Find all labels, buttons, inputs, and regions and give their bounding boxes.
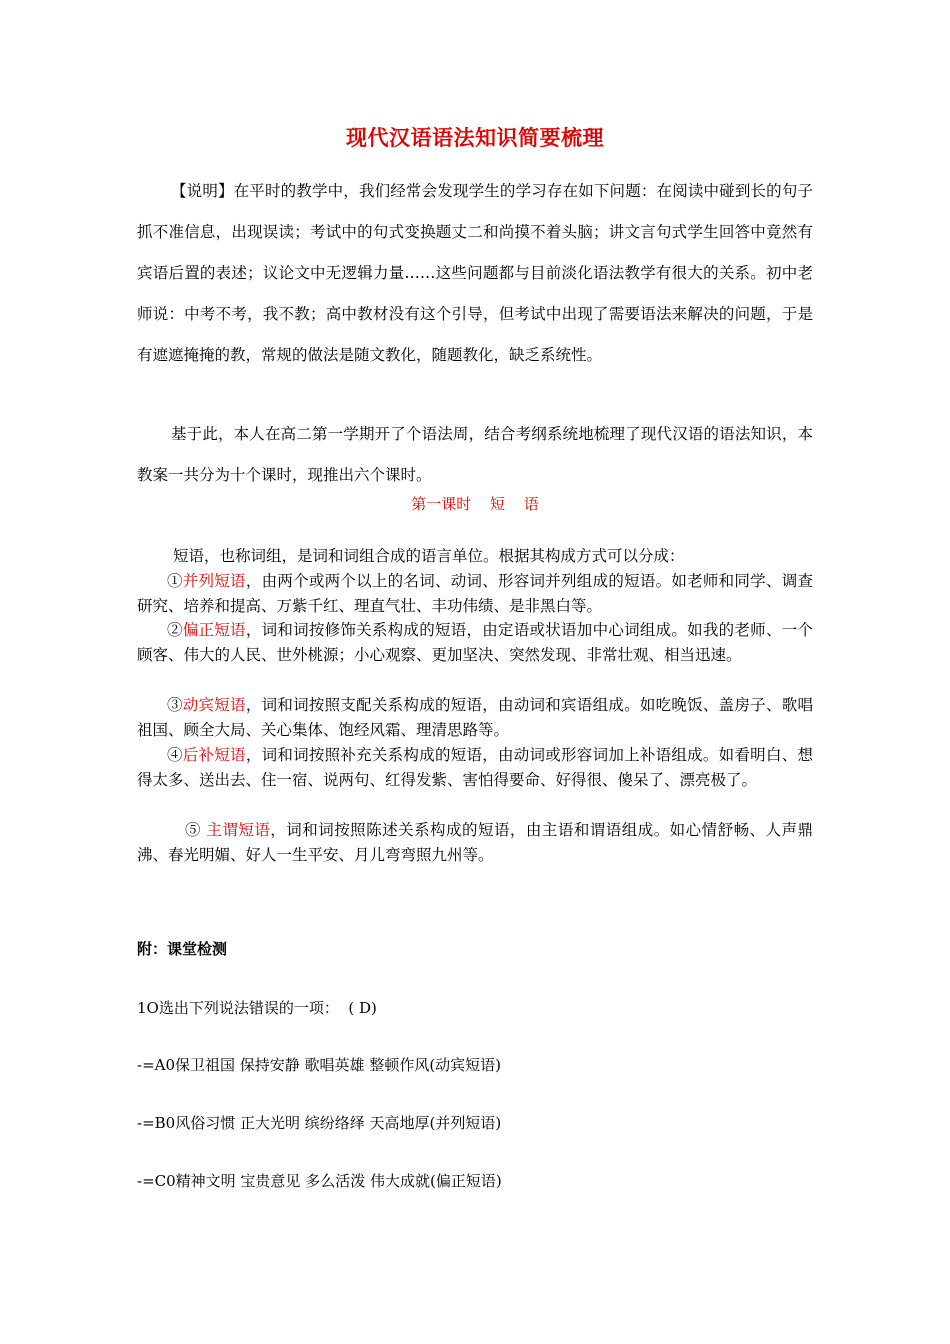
lesson-heading: 第一课时 短 语 xyxy=(411,495,539,513)
phrase-description: ，由两个或两个以上的名词、动词、形容词并列组成的短语。如老师和同学、调查研究、培养和提高、万紫千红、理直气壮、丰功伟绩、是非黑白等。 xyxy=(137,572,813,615)
phrase-type-item xyxy=(137,693,813,743)
answer-option-b: -=B0风俗习惯 正大光明 缤纷络绎 天高地厚(并列短语) xyxy=(137,1114,502,1132)
phrase-description: ，词和词按照陈述关系构成的短语，由主语和谓语组成。如心情舒畅、人声鼎沸、春光明媚、好人一生平安、月儿弯弯照九州等。 xyxy=(137,821,813,864)
definition-paragraph: 短语，也称词组，是词和词组合成的语言单位。根据其构成方式可以分成： xyxy=(173,547,685,565)
phrase-term: 后补短语 xyxy=(182,746,246,764)
phrase-description: ，词和词按修饰关系构成的短语，由定语或状语加中心词组成。如我的老师、一个顾客、伟大的人民、世外桃源；小心观察、更加坚决、突然发现、非常壮观、相当迅速。 xyxy=(137,621,813,664)
document-title: 现代汉语语法知识简要梳理 xyxy=(346,126,604,150)
intro-paragraph: 【说明】在平时的教学中，我们经常会发现学生的学习存在如下问题：在阅读中碰到长的句子抓不准信息，出现误读；考试中的句式变换题丈二和尚摸不着头脑；讲文言句式学生回答中竟然有宾语后置的表述；议论文中无逻辑力量……这些问题都与目前淡化语法教学有很大的关系。初中老师说：中考不考，我不教；高中教材没有这个引导，但考试中出现了需要语法来解决的问题，于是有遮遮掩掩的教，常规的做法是随文教化，随题教化，缺乏系统性。 xyxy=(137,182,813,364)
item-number: ② xyxy=(167,621,183,639)
item-number: ③ xyxy=(167,696,183,714)
phrase-type-item xyxy=(137,818,813,868)
phrase-description: ，词和词按照支配关系构成的短语，由动词和宾语组成。如吃晚饭、盖房子、歌唱祖国、顾全大局、关心集体、饱经风霜、理清思路等。 xyxy=(137,696,813,739)
item-number: ④ xyxy=(167,746,183,764)
phrase-type-item xyxy=(137,618,813,668)
phrase-term: 偏正短语 xyxy=(182,621,246,639)
phrase-description: ，词和词按照补充关系构成的短语，由动词或形容词加上补语组成。如看明白、想得太多、送出去、住一宿、说两句、红得发紫、害怕得要命、好得很、傻呆了、漂亮极了。 xyxy=(137,746,813,789)
item-number: ① xyxy=(167,572,183,590)
answer-option-a: -=A0保卫祖国 保持安静 歌唱英雄 整顿作风(动宾短语) xyxy=(137,1056,502,1074)
item-number: ⑤ xyxy=(185,821,207,839)
appendix-heading: 附：课堂检测 xyxy=(137,940,228,958)
phrase-term: 主谓短语 xyxy=(206,821,271,839)
question-stem: 1O选出下列说法错误的一项： ( D) xyxy=(137,999,377,1017)
basis-paragraph: 基于此，本人在高二第一学期开了个语法周，结合考纲系统地梳理了现代汉语的语法知识，本教案一共分为十个课时，现推出六个课时。 xyxy=(137,425,813,484)
phrase-term: 并列短语 xyxy=(182,572,246,590)
phrase-type-item xyxy=(137,743,813,793)
phrase-term: 动宾短语 xyxy=(182,696,246,714)
phrase-type-item xyxy=(137,569,813,619)
answer-option-c: -=C0精神文明 宝贵意见 多么活泼 伟大成就(偏正短语) xyxy=(137,1172,502,1190)
